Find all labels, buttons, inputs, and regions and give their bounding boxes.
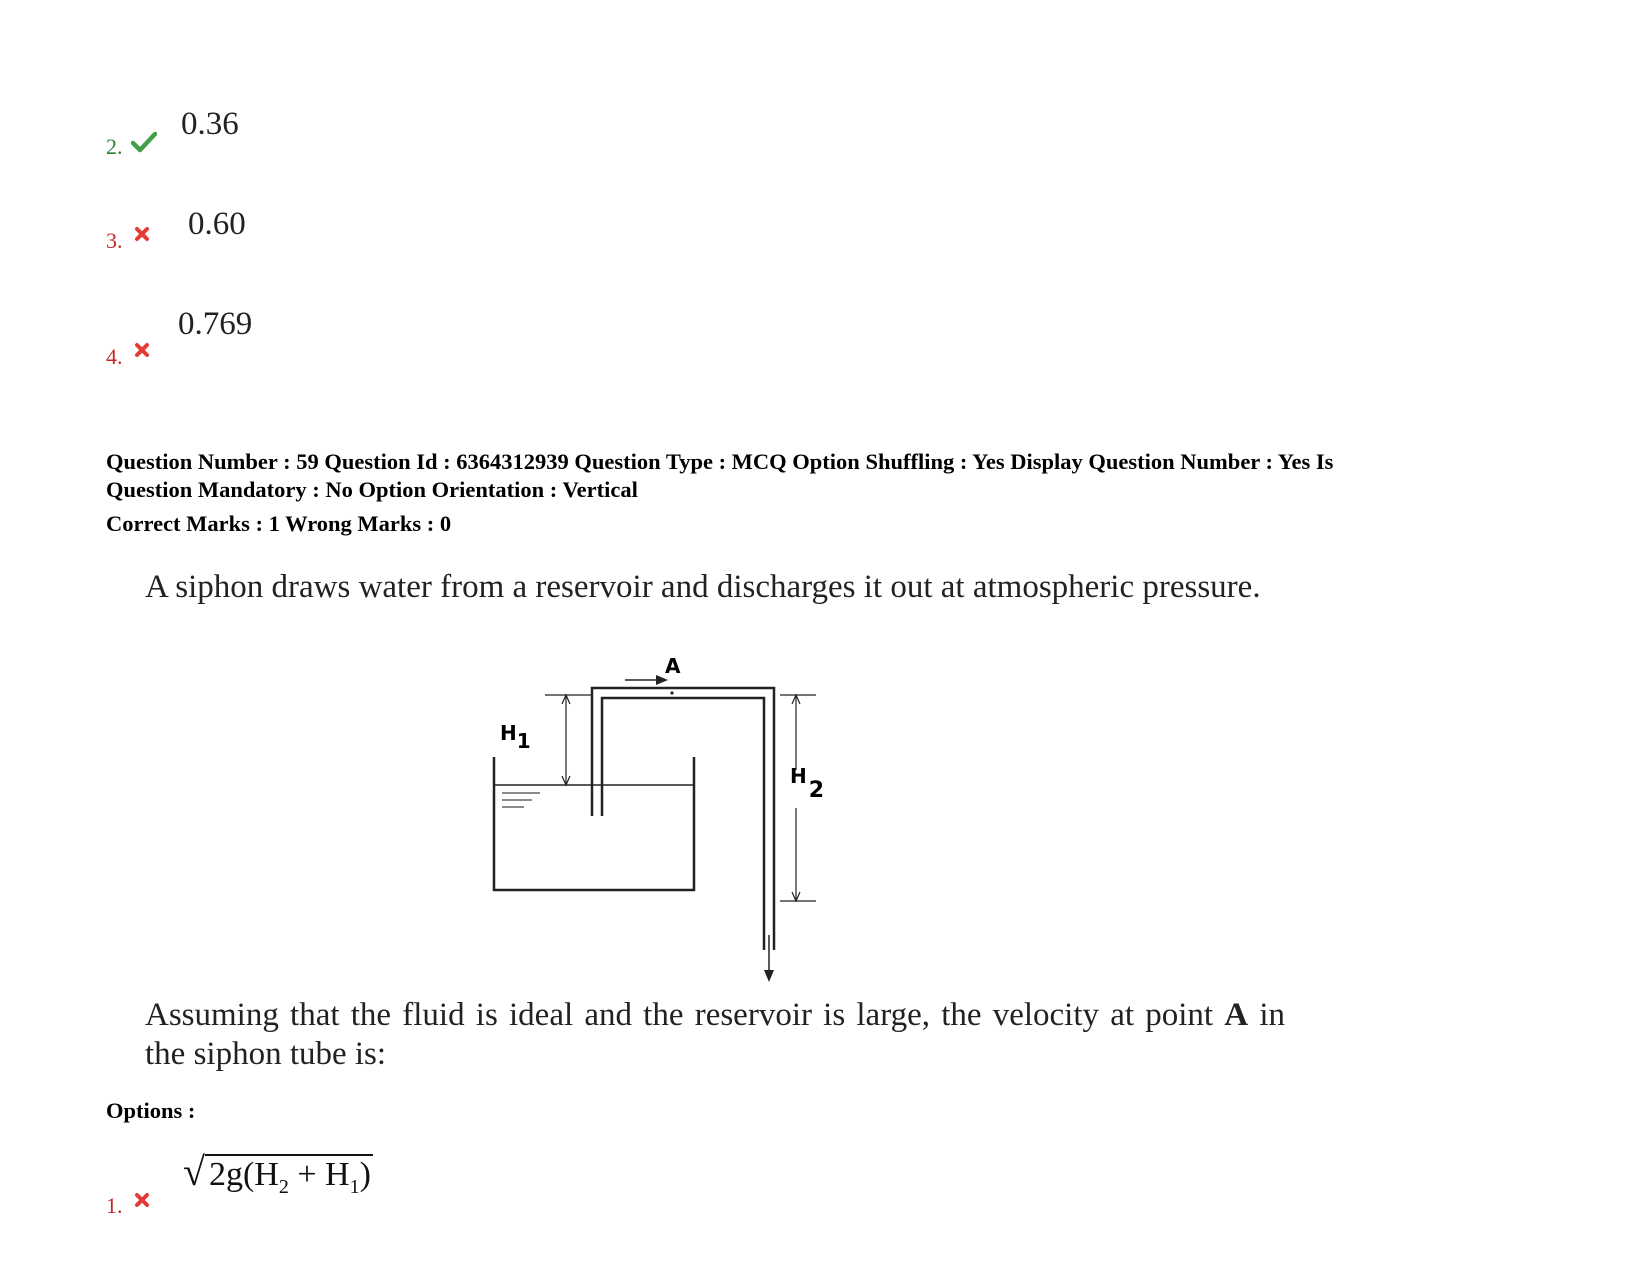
option-number: 1. bbox=[106, 1193, 123, 1218]
question-meta bbox=[106, 448, 1546, 504]
label-h1: H1 bbox=[500, 721, 531, 753]
label-a: A bbox=[665, 654, 681, 678]
option-value: 0.769 bbox=[178, 306, 253, 342]
question-marks: Correct Marks : 1 Wrong Marks : 0 bbox=[106, 511, 452, 536]
cross-icon bbox=[134, 226, 150, 247]
option-number: 3. bbox=[106, 228, 123, 253]
question-meta-line1: Question Number : 59 Question Id : 6364312939 Question Type : MCQ Option Shuffling : Yes Display Question Number : Yes Is bbox=[106, 449, 1334, 474]
option-formula bbox=[183, 1149, 373, 1198]
sqrt-sign: √ bbox=[183, 1149, 205, 1194]
option-number: 4. bbox=[106, 344, 123, 369]
question-text-intro: A siphon draws water from a reservoir and discharges it out at atmospheric pressure. bbox=[145, 569, 1261, 605]
cross-icon bbox=[134, 342, 150, 363]
label-h2: H2 bbox=[790, 764, 825, 803]
question-meta-line2: Question Mandatory : No Option Orientation : Vertical bbox=[106, 477, 638, 502]
option-value: 0.36 bbox=[181, 106, 239, 142]
options-label: Options : bbox=[106, 1098, 196, 1123]
question-text-prompt: Assuming that the fluid is ideal and the reservoir is large, the velocity at point A in the siphon tube is: bbox=[145, 997, 1285, 1072]
option-value: 0.60 bbox=[188, 206, 246, 242]
check-icon bbox=[131, 131, 157, 158]
cross-icon bbox=[134, 1192, 150, 1213]
option-number: 2. bbox=[106, 134, 123, 159]
radicand: $2g(H_2 + H_1)$ bbox=[205, 1154, 373, 1197]
siphon-diagram bbox=[480, 640, 860, 1000]
